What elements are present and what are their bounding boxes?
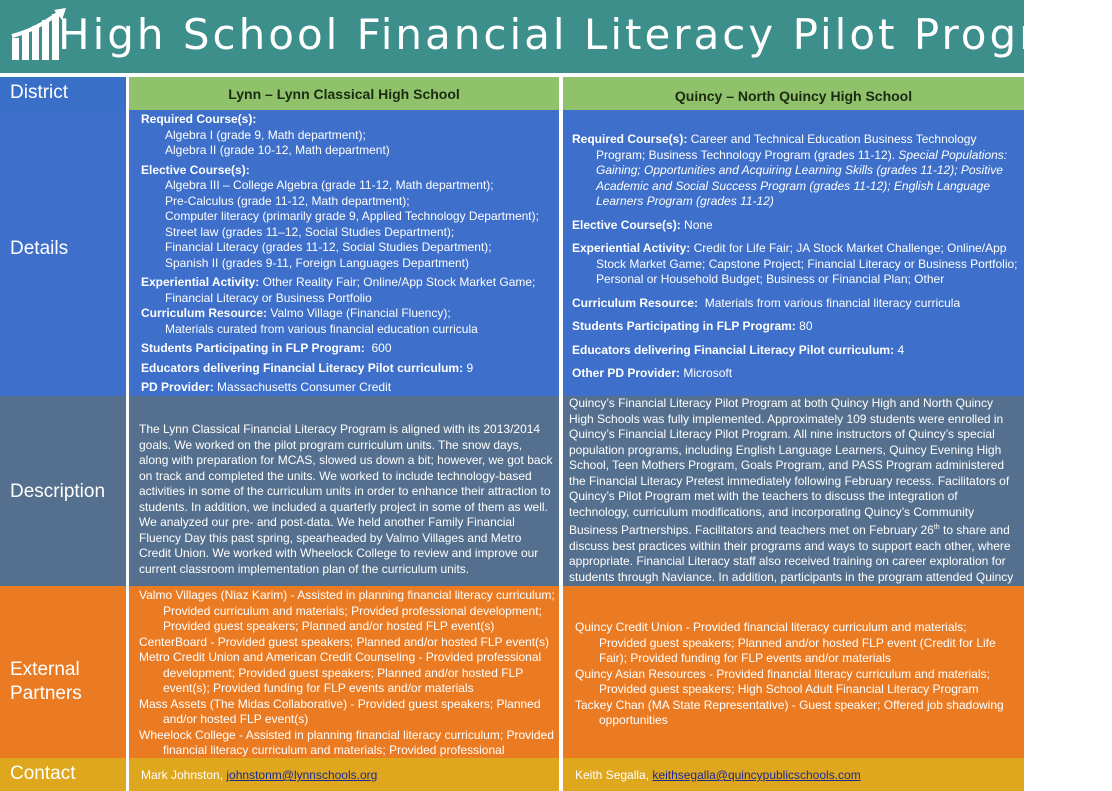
- contact-label: Contact: [10, 763, 76, 784]
- lynn-educators-label: Educators delivering Financial Literacy Pilot curriculum:: [141, 360, 464, 375]
- quincy-experiential-label: Experiential Activity:: [572, 241, 691, 255]
- lynn-contact-cell: [129, 758, 559, 791]
- quincy-description-text: [569, 396, 1019, 604]
- lynn-elective-item: Street law (grades 11–12, Social Studies Department);: [165, 224, 455, 239]
- list-item: Quincy Asian Resources - Provided financial literacy curriculum and materials; Provided guest speakers; High School Adult Financial Literacy Program: [575, 666, 990, 696]
- contact-label-cell: [0, 758, 126, 791]
- list-item: Mass Assets (The Midas Collaborative) - Provided guest speakers; Planned and/or hosted FLP event(s): [139, 696, 541, 726]
- lynn-partners-list: [139, 588, 555, 774]
- lynn-contact-email-link[interactable]: johnstonm@lynnschools.org: [226, 768, 378, 782]
- quincy-educators-value: 4: [897, 342, 905, 357]
- lynn-elective-item: Spanish II (grades 9-11, Foreign Languages Department): [165, 255, 469, 270]
- quincy-pd-value: Microsoft: [683, 366, 733, 380]
- lynn-contact: [141, 768, 377, 782]
- lynn-experiential-value: Other Reality Fair; Online/App Stock Market Game; Financial Literacy or Business Portfolio: [165, 275, 536, 305]
- quincy-students-value: 80: [799, 319, 813, 333]
- lynn-elective-item: Computer literacy (primarily grade 9, Applied Technology Department);: [165, 209, 539, 223]
- quincy-details-cell: [563, 110, 1024, 396]
- lynn-description-cell: [129, 396, 559, 586]
- quincy-contact: [575, 768, 861, 782]
- details-label: Details: [10, 238, 69, 259]
- lynn-curriculum-value-2: Materials curated from various financial education curricula: [165, 321, 478, 336]
- list-item: Valmo Villages (Niaz Karim) - Assisted in planning financial literacy curriculum; Provided curriculum and materials; Provided professional development; Provided guest speakers; Planned and/or hosted FLP event(s): [139, 588, 555, 633]
- quincy-description-part-1: Quincy’s Financial Literacy Pilot Program at both Quincy High and North Quincy High Schools was fully implemented. Approximately 109 students were enrolled in Quincy’s Financial Literacy Pilot Program. All nine instructors of Quincy’s special population programs, including English Language Learners, Quincy Evening High School, Teen Mothers Program, Goals Program, and PASS Program administered the Financial Literacy Pretest immediately following February recess. Facilitators of Quincy’s Pilot Program met with the teachers to discuss the integration of technology, curriculum modifications, and incorporating Quincy’s Community Business Partnerships. Facilitators and teachers met on February 26: [569, 396, 1010, 537]
- page-title: High School Financial Literacy Pilot Program: [58, 10, 1112, 59]
- list-item: Wheelock College - Assisted in planning financial literacy curriculum; Provided financial literacy curriculum and materials; Provided professional: [139, 727, 554, 757]
- quincy-district-name: Quincy – North Quincy High School: [674, 88, 913, 104]
- lynn-educators-value: 9: [466, 360, 474, 375]
- lynn-header-cell: [129, 77, 559, 110]
- external-partners-label: [10, 658, 82, 706]
- external-partners-label-cell: [0, 586, 126, 758]
- quincy-contact-cell: [563, 758, 1024, 791]
- quincy-curriculum-value: Materials from various financial literacy curricula: [704, 295, 961, 310]
- lynn-curriculum-label: Curriculum Resource:: [141, 306, 268, 320]
- quincy-description-cell: [563, 396, 1024, 586]
- lynn-elective-label: Elective Course(s):: [141, 162, 250, 177]
- quincy-required-value: Career and Technical Education Business Technology Program; Business Technology Program (grades 11-12).: [596, 132, 977, 162]
- lynn-details-cell: [129, 110, 559, 396]
- details-label-cell: [0, 110, 126, 396]
- lynn-required-label: Required Course(s):: [141, 112, 257, 126]
- lynn-elective-item: Algebra III – College Algebra (grade 11-12, Math department);: [165, 178, 494, 192]
- description-label-cell: [0, 396, 126, 586]
- lynn-required-item: Algebra II (grade 10-12, Math department): [165, 143, 390, 157]
- lynn-students-value: 600: [371, 341, 392, 355]
- lynn-required-item: Algebra I (grade 9, Math department);: [165, 127, 366, 142]
- lynn-details-text: [141, 112, 555, 396]
- external-partners-label-line-2: Partners: [10, 683, 82, 704]
- quincy-partners-cell: [563, 586, 1024, 758]
- lynn-curriculum-value: Valmo Village (Financial Fluency);: [270, 306, 451, 320]
- quincy-details-text: [572, 132, 1018, 382]
- details-row: [0, 110, 1024, 396]
- contact-row: [0, 758, 1024, 791]
- list-item: Quincy Credit Union - Provided financial literacy curriculum and materials; Provided guest speakers; Planned and/or hosted FLP event (Credit for Life Fair); Provided funding for FLP events and/or materials: [575, 620, 996, 665]
- quincy-pd-label: Other PD Provider:: [572, 366, 681, 380]
- quincy-experiential-value: Credit for Life Fair; JA Stock Market Challenge; Online/App Stock Market Game; Capstone Project; Financial Literacy or Business Portfolio; Personal or Household Budget; Business or Financial Plan; Other: [596, 241, 1018, 286]
- lynn-students-label: Students Participating in FLP Program:: [141, 341, 365, 355]
- lynn-partners-cell: [129, 586, 559, 758]
- quincy-description-part-2: to share and discuss best practices within their programs and ways to support each other, where appropriate. Financial Literacy staff also received training on career exploration for students through Naviance. In addition, participants in the program attended Quincy: [569, 523, 1014, 584]
- quincy-contact-email-link[interactable]: keithsegalla@quincypublicschools.com: [652, 768, 861, 782]
- quincy-required-special-populations: Special Populations: Gaining; Opportunities and Acquiring Learning Skills (grades 11-12); Positive Academic and Social Success Program (grades 11-12); English Language Learners Program (grades 11-12): [596, 147, 1008, 208]
- lynn-pd-label: PD Provider:: [141, 380, 214, 394]
- quincy-educators-label: Educators delivering Financial Literacy Pilot curriculum:: [572, 342, 895, 357]
- lynn-experiential-label: Experiential Activity:: [141, 275, 260, 289]
- list-item: CenterBoard - Provided guest speakers; Planned and/or hosted FLP event(s): [139, 634, 550, 649]
- description-row: [0, 396, 1024, 586]
- lynn-elective-item: Financial Literacy (grades 11-12, Social Studies Department);: [165, 240, 492, 254]
- description-label: Description: [10, 481, 106, 502]
- list-item: Metro Credit Union and American Credit Counseling - Provided professional development; Provided guest speakers; Planned and/or hosted FLP event(s); Provided funding for FLP events and/or materials: [139, 650, 542, 695]
- quincy-elective-label: Elective Course(s):: [572, 217, 681, 232]
- program-table: [0, 77, 1024, 791]
- lynn-contact-name: Mark Johnston,: [141, 768, 224, 782]
- lynn-district-name: Lynn – Lynn Classical High School: [228, 86, 460, 102]
- quincy-header-cell: [563, 77, 1024, 110]
- quincy-partners-list: [575, 620, 1015, 729]
- district-label-cell: [0, 77, 126, 110]
- list-item: Tackey Chan (MA State Representative) - Guest speaker; Offered job shadowing opportunities: [575, 697, 1004, 727]
- quincy-contact-name: Keith Segalla,: [575, 768, 650, 782]
- quincy-elective-value: None: [684, 217, 713, 232]
- district-label: District: [10, 82, 69, 103]
- quincy-students-label: Students Participating in FLP Program:: [572, 319, 796, 333]
- lynn-description-text: The Lynn Classical Financial Literacy Program is aligned with its 2013/2014 goals. We worked on the pilot program curriculum units. The snow days, along with preparation for MCAS, slowed us down a bit; however, we got back on track and completed the units. We worked to include technology-based activities in some of the curriculum units in order to enhance their attraction to students. In addition, we included a quarterly project in some of them as well. We analyzed our pre- and post-data. We held another Family Financial Fluency Day this past spring, spearheaded by Valmo Villages and Metro Credit Union. We worked with Wheelock College to review and improve our current classroom implementation plan of the curriculum units.: [139, 422, 553, 576]
- quincy-curriculum-label: Curriculum Resource:: [572, 295, 699, 310]
- lynn-elective-item: Pre-Calculus (grade 11-12, Math department);: [165, 193, 410, 208]
- page-header: [0, 0, 1112, 73]
- external-partners-row: [0, 586, 1024, 758]
- quincy-required-label: Required Course(s):: [572, 132, 688, 146]
- lynn-pd-value: Massachusetts Consumer Credit: [217, 380, 392, 394]
- district-row: [0, 77, 1024, 110]
- external-partners-label-line-1: External: [10, 659, 80, 680]
- quincy-description-sup-1: th: [933, 524, 940, 531]
